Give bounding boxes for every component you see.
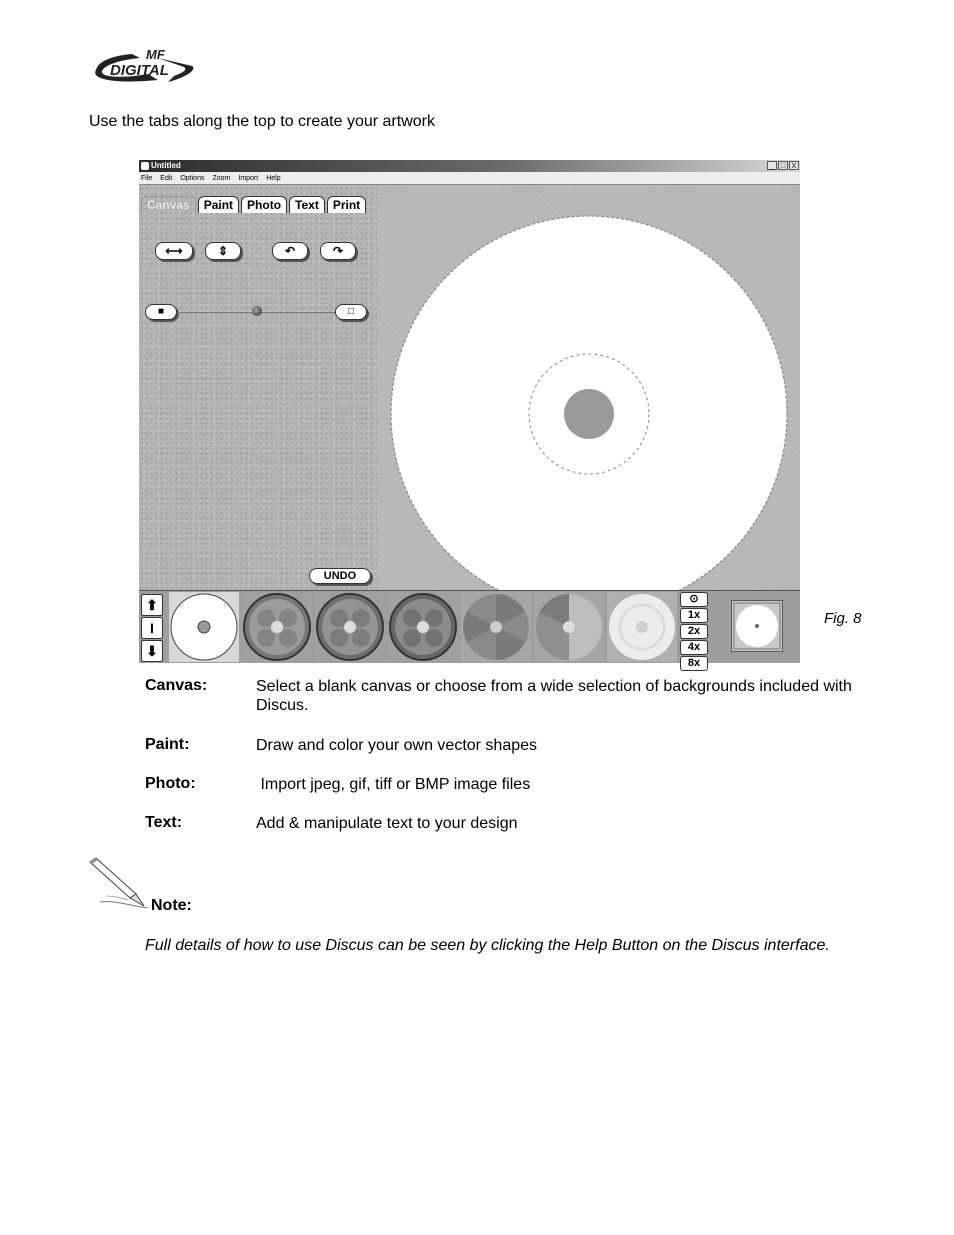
menu-bar — [139, 172, 800, 185]
mf-digital-logo — [88, 44, 200, 86]
strip-nav — [141, 594, 163, 660]
flip-vertical-button[interactable] — [205, 242, 241, 260]
definition-term: Paint: — [145, 736, 190, 753]
intro-text: Use the tabs along the top to create your artwork — [89, 113, 435, 130]
menu-options[interactable]: Options — [180, 175, 205, 182]
definition-term: Text: — [145, 814, 183, 831]
menu-file[interactable]: File — [141, 175, 153, 182]
undo-button[interactable]: UNDO — [309, 568, 371, 584]
definition-desc: Import jpeg, gif, tiff or BMP image files — [256, 776, 531, 793]
arrow-down-icon: ⬇ — [146, 643, 158, 659]
cd-label-canvas[interactable] — [389, 214, 789, 614]
background-thumbnail[interactable] — [315, 592, 385, 662]
filled-square-icon: ■ — [157, 306, 165, 317]
note-label: Note: — [151, 897, 192, 914]
maximize-button[interactable]: □ — [778, 161, 788, 170]
background-thumbnail[interactable] — [607, 592, 677, 662]
rotate-left-button[interactable] — [272, 242, 308, 260]
tab-text[interactable]: Text — [289, 196, 325, 213]
definition-desc: Add & manipulate text to your design — [256, 815, 518, 832]
background-thumbnail[interactable] — [388, 592, 458, 662]
app-icon — [141, 162, 149, 170]
slider-knob[interactable] — [252, 306, 262, 316]
background-thumbnail[interactable] — [242, 592, 312, 662]
double-arrow-vertical-icon: ⇕ — [217, 244, 229, 258]
light-end-button[interactable] — [335, 304, 367, 320]
canvas-workarea[interactable] — [377, 186, 800, 590]
zoom-8x-button[interactable]: 8x — [680, 656, 708, 671]
menu-import[interactable]: Import — [238, 175, 259, 182]
arrow-up-icon: ⬆ — [146, 597, 158, 613]
rotate-right-icon: ↷ — [332, 244, 344, 258]
window-controls — [767, 161, 799, 170]
definition-desc: Select a blank canvas or choose from a wide selection of backgrounds included with Discus. — [256, 678, 852, 714]
menu-zoom[interactable]: Zoom — [212, 175, 231, 182]
scroll-up-button[interactable] — [141, 594, 163, 616]
background-thumbnail[interactable] — [169, 592, 239, 662]
discus-app-screenshot — [139, 160, 800, 669]
zoom-1x-button[interactable]: 1x — [680, 608, 708, 623]
zoom-controls — [680, 592, 708, 672]
zoom-fit-button[interactable] — [680, 592, 708, 607]
flip-horizontal-button[interactable] — [155, 242, 193, 260]
empty-square-icon: □ — [347, 306, 355, 317]
rotate-right-button[interactable] — [320, 242, 356, 260]
figure-caption: Fig. 8 — [824, 610, 862, 627]
logo-digital: DIGITAL — [110, 62, 169, 79]
label-preview — [731, 600, 783, 652]
tab-bar — [141, 196, 366, 213]
tool-panel — [139, 186, 377, 590]
background-thumbnail[interactable] — [534, 592, 604, 662]
definition-term: Canvas: — [145, 677, 208, 694]
definition-desc: Draw and color your own vector shapes — [256, 737, 538, 754]
background-thumbnail[interactable] — [461, 592, 531, 662]
pencil-icon — [86, 856, 150, 910]
tab-photo[interactable]: Photo — [241, 196, 287, 213]
menu-help[interactable]: Help — [266, 175, 281, 182]
zoom-4x-button[interactable]: 4x — [680, 640, 708, 655]
dark-end-button[interactable] — [145, 304, 177, 320]
close-button[interactable]: X — [789, 161, 799, 170]
tab-print[interactable]: Print — [327, 196, 366, 213]
double-arrow-horizontal-icon: ⟷ — [165, 244, 183, 258]
strip-middle-button[interactable]: I — [141, 617, 163, 639]
title-bar — [139, 160, 800, 172]
logo-mf: MF — [146, 47, 165, 62]
note-body: Full details of how to use Discus can be seen by clicking the Help Button on the Discus interface. — [145, 937, 830, 954]
background-strip — [139, 590, 800, 669]
definition-term: Photo: — [145, 775, 196, 792]
window-title: Untitled — [151, 161, 181, 170]
scroll-down-button[interactable] — [141, 640, 163, 662]
rotate-left-icon: ↶ — [284, 244, 296, 258]
tab-canvas[interactable]: Canvas — [141, 196, 196, 213]
menu-edit[interactable]: Edit — [160, 175, 173, 182]
tab-paint[interactable]: Paint — [198, 196, 239, 213]
disc-icon: ⊙ — [689, 593, 699, 605]
minimize-button[interactable]: _ — [767, 161, 777, 170]
zoom-2x-button[interactable]: 2x — [680, 624, 708, 639]
